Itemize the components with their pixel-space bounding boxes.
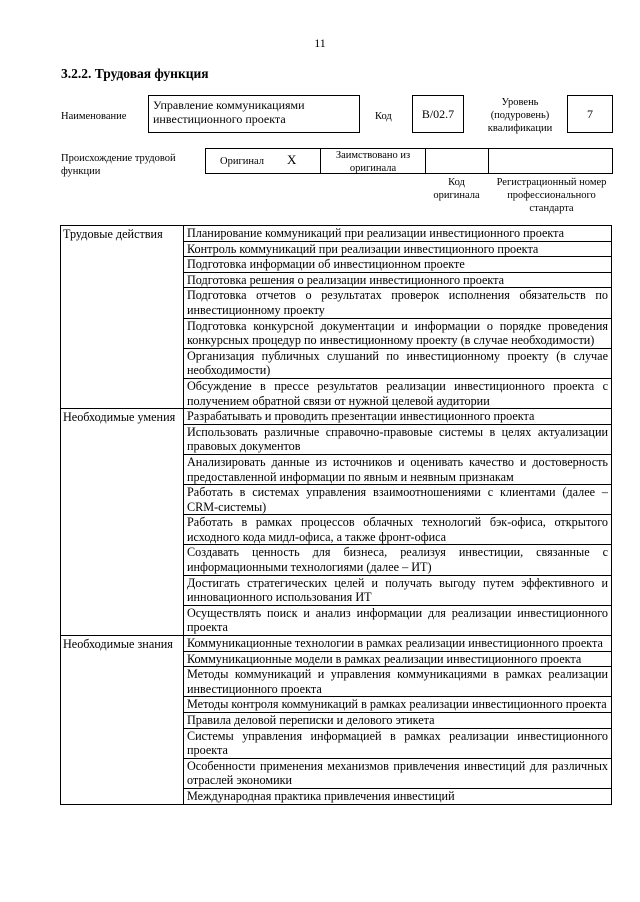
list-item: Системы управления информацией в рамках реализации инвестиционного проекта	[184, 728, 612, 758]
origin-label: Происхождение трудовой функции	[61, 153, 176, 177]
list-item: Подготовка решения о реализации инвестиционного проекта	[184, 272, 612, 288]
list-item: Особенности применения механизмов привлечения инвестиций для различных отраслей экономики	[184, 758, 612, 788]
page-number: 11	[314, 36, 326, 50]
list-item: Методы контроля коммуникаций в рамках реализации инвестиционного проекта	[184, 697, 612, 713]
table-row	[61, 409, 612, 425]
list-item: Планирование коммуникаций при реализации инвестиционного проекта	[184, 226, 612, 242]
list-item: Подготовка конкурсной документации и информации о порядке проведения конкурсных процедур по инвестиционному проекту (в случае необходимости)	[184, 318, 612, 348]
section-title-actions: Трудовые действия	[61, 226, 184, 409]
list-item: Обсуждение в прессе результатов реализации инвестиционного проекта с получением обратной связи от нужной целевой аудитории	[184, 378, 612, 408]
code-label: Код	[375, 111, 392, 122]
list-item: Работать в системах управления взаимоотношениями с клиентами (далее – CRM-системы)	[184, 485, 612, 515]
origin-divider-1	[320, 148, 321, 174]
list-item: Работать в рамках процессов облачных технологий бэк-офиса, открытого исходного кода мидл-офиса, а также фронт-офиса	[184, 515, 612, 545]
name-label: Наименование	[61, 111, 127, 122]
original-label: Оригинал	[220, 156, 264, 167]
level-label: Уровень (подуровень) квалификации	[487, 97, 553, 134]
table-row	[61, 226, 612, 242]
borrowed-label: Заимствовано из оригинала	[335, 150, 411, 174]
list-item: Коммуникационные модели в рамках реализации инвестиционного проекта	[184, 651, 612, 667]
list-item: Подготовка информации об инвестиционном проекте	[184, 257, 612, 273]
section-title-skills: Необходимые умения	[61, 409, 184, 636]
origin-divider-3	[488, 148, 489, 174]
list-item: Контроль коммуникаций при реализации инвестиционного проекта	[184, 241, 612, 257]
reg-number-label: Регистрационный номер профессионального стандарта	[496, 177, 607, 214]
section-title: 3.2.2. Трудовая функция	[61, 66, 209, 81]
name-value: Управление коммуникациями инвестиционного проекта	[148, 95, 360, 133]
list-item: Организация публичных слушаний по инвестиционному проекту (в случае необходимости)	[184, 348, 612, 378]
list-item: Правила деловой переписки и делового этикета	[184, 713, 612, 729]
list-item: Подготовка отчетов о результатах проверок исполнения обязательств по инвестиционному проекту	[184, 288, 612, 318]
list-item: Разрабатывать и проводить презентации инвестиционного проекта	[184, 409, 612, 425]
list-item: Использовать различные справочно-правовые системы в целях актуализации правовых документов	[184, 424, 612, 454]
function-table	[60, 225, 612, 805]
list-item: Анализировать данные из источников и оценивать качество и достоверность предоставленной информации по явным и неявным признакам	[184, 454, 612, 484]
list-item: Методы коммуникаций и управления коммуникациями в рамках реализации инвестиционного проекта	[184, 667, 612, 697]
list-item: Создавать ценность для бизнеса, реализуя инвестиции, связанные с информационными технологиями (далее – ИТ)	[184, 545, 612, 575]
list-item: Международная практика привлечения инвестиций	[184, 788, 612, 804]
list-item: Коммуникационные технологии в рамках реализации инвестиционного проекта	[184, 636, 612, 652]
table-row	[61, 636, 612, 652]
original-mark: X	[287, 152, 297, 167]
list-item: Осуществлять поиск и анализ информации для реализации инвестиционного проекта	[184, 605, 612, 635]
level-value: 7	[567, 95, 613, 133]
code-original-label: Код оригинала	[433, 177, 480, 201]
section-title-knowledge: Необходимые знания	[61, 636, 184, 805]
code-value: B/02.7	[412, 95, 464, 133]
origin-divider-2	[425, 148, 426, 174]
list-item: Достигать стратегических целей и получать выгоду путем эффективного и инновационного использования ИТ	[184, 575, 612, 605]
